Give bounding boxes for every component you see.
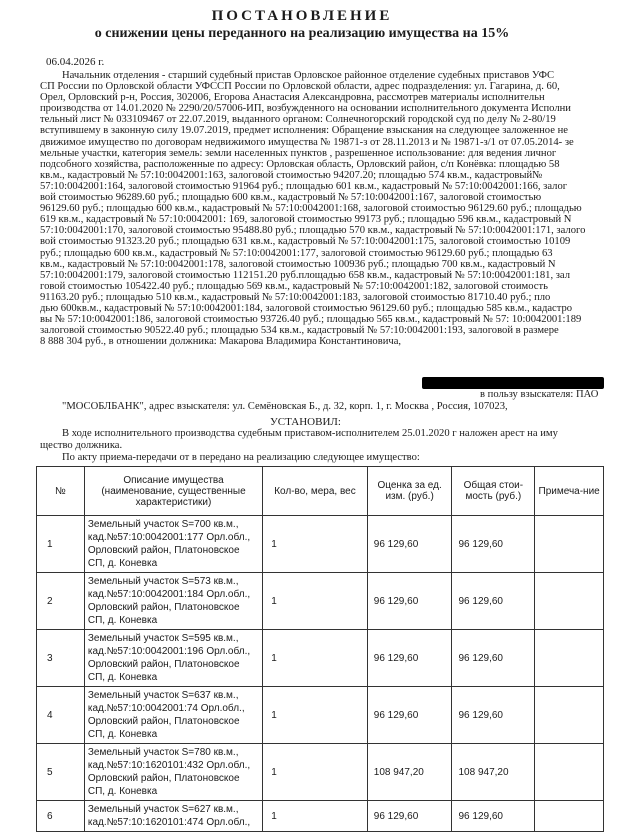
- claimant-address: "МОСОБЛБАНК", адрес взыскателя: ул. Семёновская Б., д. 32, корп. 1, г. Москва , Россия, 107023,: [62, 401, 508, 412]
- header-price: Оценка за ед. изм. (руб.): [367, 467, 452, 516]
- cell-price: 96 129,60: [367, 687, 452, 744]
- cell-qty: 1: [263, 801, 368, 832]
- document-subtitle: о снижении цены переданного на реализацию имущества на 15%: [94, 26, 510, 41]
- body-line: руб.; площадью 600 кв.м., кадастровый № 57:10:0042001:177, залоговой стоимостью 96129.60 руб.; площадью 63: [40, 247, 553, 259]
- cell-total: 96 129,60: [452, 516, 535, 573]
- cell-qty: 1: [263, 687, 368, 744]
- cell-qty: 1: [263, 744, 368, 801]
- body-line: тельный лист № 033109467 от 22.07.2019, выданного органом: Солнечногорский городской суд по делу № 2-80/19: [40, 114, 556, 126]
- table-row: [37, 801, 604, 832]
- body-line: залоговой стоимостью 90522.40 руб.; площадью 534 кв.м., кадастровый № 57:10:0042001:193, залоговой в размере: [40, 325, 559, 337]
- cell-total: 96 129,60: [452, 573, 535, 630]
- cell-price: 96 129,60: [367, 516, 452, 573]
- cell-price: 108 947,20: [367, 744, 452, 801]
- table-row: [37, 744, 604, 801]
- cell-num: 2: [37, 573, 85, 630]
- claimant-intro: в пользу взыскателя: ПАО: [480, 389, 599, 400]
- document-date: 06.04.2026 г.: [46, 56, 105, 68]
- table-row: [37, 687, 604, 744]
- body-line: кв.м., кадастровый № 57:10:0042001:178, залоговой стоимостью 100936 руб.; площадью 700 кв.м., кадастровый N: [40, 258, 556, 270]
- body-line: 57:10:0042001:170, залоговой стоимостью 95488.80 руб.; площадью 570 кв.м., кадастровый № 57:10:0042001:171, залого: [40, 225, 586, 237]
- redaction-bar: [422, 377, 604, 389]
- cell-total: 96 129,60: [452, 687, 535, 744]
- table-body: [37, 516, 604, 832]
- header-qty: Кол-во, мера, вес: [263, 467, 368, 516]
- section-heading-ustanovil: УСТАНОВИЛ:: [270, 416, 341, 428]
- header-desc: Описание имущества (наименование, существенные характеристики): [84, 467, 262, 516]
- cell-price: 96 129,60: [367, 630, 452, 687]
- cell-desc: Земельный участок S=627 кв.м., кад.№57:10:1620101:474 Орл.обл.,: [84, 801, 262, 832]
- document-title: ПОСТАНОВЛЕНИЕ: [211, 8, 393, 24]
- body-line: Начальник отделения - старший судебный пристав Орловское районное отделение судебных приставов УФС: [62, 70, 555, 81]
- body-line: подсобного хозяйства, расположенные по адресу: Орловская область, Орловский район, с/п Конёвка: площадью 58: [40, 158, 560, 170]
- header-total: Общая стои-мость (руб.): [452, 467, 535, 516]
- body-line: вой стоимостью 91323.20 руб.; площадью 631 кв.м., кадастровый № 57:10:0042001:175, залоговой стоимостью 10109: [40, 236, 571, 248]
- cell-price: 96 129,60: [367, 573, 452, 630]
- body-line: движимое имущество по договорам недвижимого имущества № 19871-з от 28.11.2013 и № 19871-з/1 от 07.05.2014- зе: [40, 136, 574, 148]
- body-line: вы № 57:10:0042001:186, залоговой стоимостью 93726.40 руб.; площадью 565 кв.м., кадастровый № 57: 10:0042001:189: [40, 314, 582, 326]
- body-line: дью 600кв.м., кадастровый № 57:10:0042001:184, залоговой стоимостью 96129.60 руб.; площадью 585 кв.м., кадастро: [40, 302, 573, 314]
- arrest-paragraph-cont: щество должника.: [40, 440, 123, 451]
- cell-note: [535, 801, 604, 832]
- table-row: [37, 573, 604, 630]
- cell-desc: Земельный участок S=700 кв.м., кад.№57:10:0042001:177 Орл.обл., Орловский район, Платоновское СП, д. Коневка: [84, 516, 262, 573]
- body-line: мельные участки, категория земель: земли населенных пунктов , разрешенное использование: для ведения личног: [40, 147, 557, 159]
- cell-num: 1: [37, 516, 85, 573]
- body-line: СП России по Орловской области УФССП России по Орловской области, адрес подразделения: ул. Гагарина, д. 60,: [40, 81, 560, 93]
- cell-num: 5: [37, 744, 85, 801]
- body-line: вступившему в законную силу 19.07.2019, предмет исполнения: Обращение взыскания на следующее заложенное не: [40, 125, 568, 137]
- body-line: 619 кв.м., кадастровый № 57:10:0042001: 169, залоговой стоимостью 99173 руб.; площадью 596 кв.м., кадастровый N: [40, 214, 572, 226]
- cell-num: 6: [37, 801, 85, 832]
- cell-qty: 1: [263, 573, 368, 630]
- cell-desc: Земельный участок S=780 кв.м., кад.№57:10:1620101:432 Орл.обл., Орловский район, Платоновское СП, д. Коневка: [84, 744, 262, 801]
- cell-num: 4: [37, 687, 85, 744]
- cell-note: [535, 516, 604, 573]
- cell-total: 96 129,60: [452, 801, 535, 832]
- cell-total: 108 947,20: [452, 744, 535, 801]
- body-line: вой стоимостью 96289.60 руб.; площадью 600 кв.м., кадастровый № 57:10:0042001:167, залоговой стоимостью: [40, 192, 542, 204]
- cell-desc: Земельный участок S=595 кв.м., кад.№57:10:0042001:196 Орл.обл., Орловский район, Платоновское СП, д. Коневка: [84, 630, 262, 687]
- property-table: [36, 466, 604, 832]
- document-body: [40, 70, 640, 347]
- body-line: говой стоимостью 105422.40 руб.; площадью 569 кв.м., кадастровый № 57:10:0042001:182, залоговой стоимость: [40, 280, 548, 292]
- cell-qty: 1: [263, 516, 368, 573]
- body-line: 8 888 304 руб., в отношении должника: Макарова Владимира Константиновича,: [40, 336, 402, 348]
- table-row: [37, 630, 604, 687]
- cell-qty: 1: [263, 630, 368, 687]
- arrest-paragraph: В ходе исполнительного производства судебным приставом-исполнителем 25.01.2020 г наложен арест на иму: [62, 428, 558, 439]
- body-line: 96129.60 руб.; площадью 600 кв.м., кадастровый № 57:10:0042001:168, залоговой стоимостью 96129.60 руб.; площадью: [40, 203, 582, 215]
- cell-price: 96 129,60: [367, 801, 452, 832]
- cell-desc: Земельный участок S=637 кв.м., кад.№57:10:0042001:74 Орл.обл., Орловский район, Платоновское СП, д. Коневка: [84, 687, 262, 744]
- body-line: 91163.20 руб.; площадью 510 кв.м., кадастровый № 57:10:0042001:183, залоговой стоимостью 81710.40 руб.; пло: [40, 291, 551, 303]
- transfer-paragraph: По акту приема-передачи от в передано на реализацию следующее имущество:: [62, 452, 420, 463]
- cell-note: [535, 573, 604, 630]
- cell-desc: Земельный участок S=573 кв.м., кад.№57:10:0042001:184 Орл.обл., Орловский район, Платоновское СП, д. Коневка: [84, 573, 262, 630]
- body-line: 57:10:0042001:179, залоговой стоимостью 112151.20 руб.площадью 658 кв.м., кадастровый № 57:10:0042001:181, зал: [40, 269, 571, 281]
- cell-note: [535, 630, 604, 687]
- body-line: 57:10:0042001:164, залоговой стоимостью 91964 руб.; площадью 601 кв.м., кадастровый № 57:10:0042001:166, залог: [40, 180, 568, 192]
- cell-num: 3: [37, 630, 85, 687]
- table-row: [37, 516, 604, 573]
- body-line: производства от 14.01.2020 № 2290/20/57006-ИП, возбужденного на основании исполнительного документа Исполни: [40, 103, 571, 115]
- cell-note: [535, 744, 604, 801]
- body-line: Орел, Орловский р-н, Россия, 302006, Егорова Анастасия Александровна, рассмотрев материалы исполнительн: [40, 92, 545, 104]
- header-note: Примеча-ние: [535, 467, 604, 516]
- cell-total: 96 129,60: [452, 630, 535, 687]
- header-num: №: [37, 467, 85, 516]
- body-line: кв.м., кадастровый № 57:10:0042001:163, залоговой стоимостью 94207.20; площадью 574 кв.м., кадастровый№: [40, 169, 543, 181]
- cell-note: [535, 687, 604, 744]
- table-header-row: [37, 467, 604, 516]
